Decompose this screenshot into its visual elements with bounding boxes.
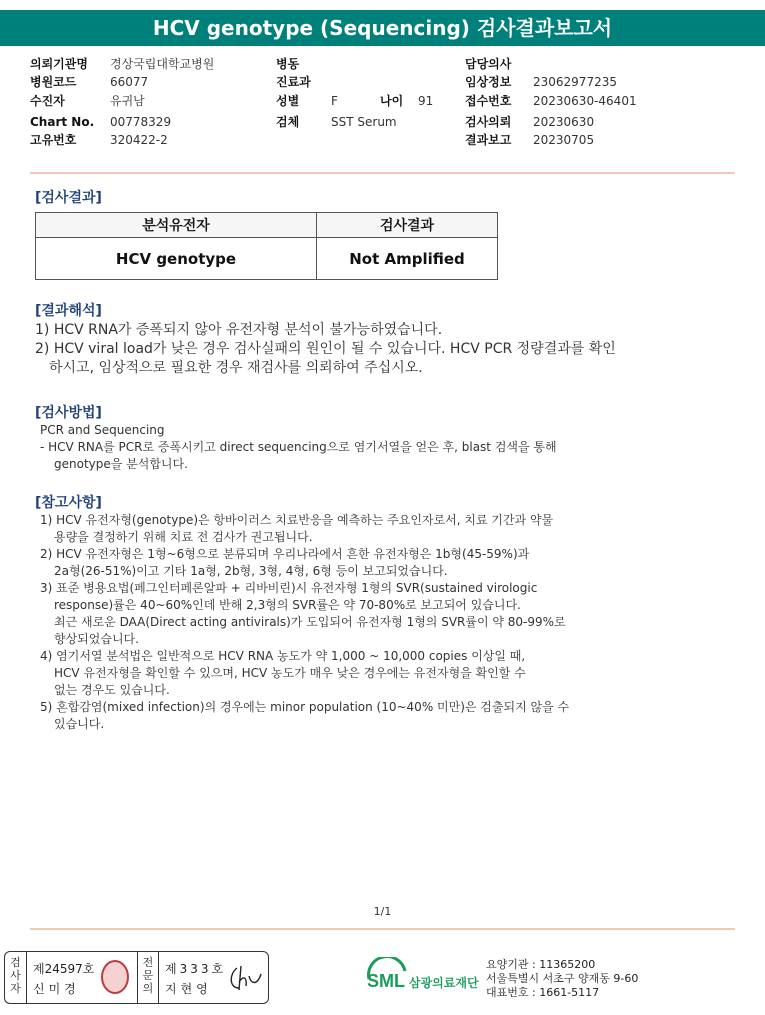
- care-code: 요양기관 : 11365200: [486, 958, 596, 971]
- signature-box: [4, 951, 269, 1004]
- unique-no-label: 고유번호: [30, 133, 77, 147]
- report-date-label: 결과보고: [465, 133, 512, 147]
- gene-cell: HCV genotype: [36, 238, 317, 280]
- info-clinical: [465, 74, 617, 90]
- department-label: 진료과: [276, 75, 311, 89]
- institution-value: 경상국립대학교병원: [110, 57, 215, 71]
- sml-logo: [365, 957, 483, 1001]
- results-header-row: [36, 213, 498, 238]
- results-table: [35, 212, 498, 280]
- tester-name: 신미경: [33, 982, 80, 996]
- org-info: [486, 958, 638, 1000]
- chart-no-label: Chart No.: [30, 115, 95, 129]
- reference-line: 있습니다.: [54, 717, 105, 731]
- results-row: [36, 238, 498, 280]
- info-doctor: [465, 56, 511, 72]
- reviewer-label: 전 문 의: [137, 952, 159, 1003]
- clinical-info-label: 임상정보: [465, 75, 512, 89]
- hospital-code-value: 66077: [110, 75, 149, 89]
- footer-divider: [30, 928, 735, 930]
- info-hospital-code: [30, 74, 149, 90]
- clinical-info-value: 23062977235: [533, 75, 617, 89]
- examinee-value: 유귀남: [110, 94, 145, 108]
- header-divider: [30, 172, 735, 174]
- info-specimen: [276, 114, 397, 130]
- reviewer-license: 제333호: [165, 962, 227, 976]
- hospital-code-label: 병원코드: [30, 75, 77, 89]
- doctor-label: 담당의사: [465, 57, 512, 71]
- org-name: 삼광의료재단: [409, 976, 479, 990]
- org-address: 서울특별시 서초구 양재동 9-60: [486, 972, 639, 985]
- reference-line: 향상되었습니다.: [54, 632, 139, 646]
- results-section-title: [검사결과]: [35, 190, 102, 206]
- interpretation-line: 하시고, 임상적으로 필요한 경우 재검사를 의뢰하여 주십시오.: [49, 360, 423, 376]
- info-request-date: [465, 114, 595, 130]
- tester-license: 제24597호: [33, 962, 95, 976]
- info-chart-no: [30, 114, 172, 130]
- reviewer-signature-icon: [227, 962, 263, 994]
- reference-line: 5) 혼합감염(mixed infection)의 경우에는 minor population (10~40% 미만)은 검출되지 않을 수: [40, 700, 570, 714]
- reference-line: 2a형(26-51%)이고 기타 1a형, 2b형, 3형, 4형, 6형 등이 보고되었습니다.: [54, 564, 448, 578]
- method-line: PCR and Sequencing: [40, 423, 165, 437]
- col-result-header: 검사결과: [317, 213, 498, 238]
- info-department: [276, 74, 311, 90]
- unique-no-value: 320422-2: [110, 133, 168, 147]
- report-title: HCV genotype (Sequencing) 검사결과보고서: [0, 10, 765, 46]
- info-receipt-no: [465, 93, 637, 109]
- reference-line: 4) 염기서열 분석법은 일반적으로 HCV RNA 농도가 약 1,000 ~ 10,000 copies 이상일 때,: [40, 649, 526, 663]
- info-ward: [276, 56, 299, 72]
- age-value: 91: [418, 94, 434, 108]
- sex-value: F: [331, 94, 338, 108]
- reference-line: 최근 새로운 DAA(Direct acting antivirals)가 도입되어 유전자형 1형의 SVR률이 약 80-99%로: [54, 615, 566, 629]
- age-label: 나이: [380, 94, 404, 108]
- chart-no-value: 00778329: [110, 115, 172, 129]
- info-sex: [276, 93, 338, 109]
- ward-label: 병동: [276, 57, 300, 71]
- reference-line: response)률은 40~60%인데 반해 2,3형의 SVR률은 약 70-80%로 보고되어 있습니다.: [54, 598, 521, 612]
- references-section-title: [참고사항]: [35, 495, 102, 511]
- info-age: [380, 93, 434, 109]
- reference-line: 3) 표준 병용요법(페그인터페론알파 + 리바비린)시 유전자형 1형의 SVR(sustained virologic: [40, 581, 538, 595]
- reference-line: 1) HCV 유전자형(genotype)은 항바이러스 치료반응을 예측하는 주요인자로서, 치료 기간과 약물: [40, 513, 554, 527]
- method-line: genotype을 분석합니다.: [54, 457, 188, 471]
- receipt-no-label: 접수번호: [465, 94, 512, 108]
- reference-line: 2) HCV 유전자형은 1형~6형으로 분류되며 우리나라에서 흔한 유전자형은 1b형(45-59%)과: [40, 547, 530, 561]
- sml-logo-icon: [365, 957, 483, 997]
- reference-line: 없는 경우도 있습니다.: [54, 683, 170, 697]
- tester-label: 검 사 자: [5, 952, 27, 1003]
- reviewer-name: 지현영: [165, 982, 212, 996]
- info-report-date: [465, 132, 595, 148]
- examinee-label: 수진자: [30, 94, 65, 108]
- reference-line: 용량을 결정하기 위해 치료 전 검사가 권고됩니다.: [54, 530, 313, 544]
- logo-text: SML: [367, 971, 405, 991]
- references-text: [40, 512, 569, 733]
- info-institution: [30, 56, 215, 72]
- interpretation-line: 2) HCV viral load가 낮은 경우 검사실패의 원인이 될 수 있습니다. HCV PCR 정량결과를 확인: [35, 341, 616, 357]
- org-phone: 대표번호 : 1661-5117: [486, 986, 600, 999]
- specimen-value: SST Serum: [331, 115, 397, 129]
- request-date-label: 검사의뢰: [465, 115, 512, 129]
- info-examinee: [30, 93, 145, 109]
- tester-seal-icon: [101, 960, 129, 994]
- report-date-value: 20230705: [533, 133, 595, 147]
- method-section-title: [검사방법]: [35, 405, 102, 421]
- receipt-no-value: 20230630-46401: [533, 94, 637, 108]
- method-line: - HCV RNA를 PCR로 증폭시키고 direct sequencing으로 염기서열을 얻은 후, blast 검색을 통해: [40, 440, 557, 454]
- result-cell: Not Amplified: [317, 238, 498, 280]
- reference-line: HCV 유전자형을 확인할 수 있으며, HCV 농도가 매우 낮은 경우에는 유전자형을 확인할 수: [54, 666, 526, 680]
- page-number: 1/1: [373, 905, 392, 918]
- sex-label: 성별: [276, 94, 300, 108]
- info-unique-no: [30, 132, 168, 148]
- request-date-value: 20230630: [533, 115, 595, 129]
- method-text: [40, 422, 557, 473]
- col-gene-header: 분석유전자: [36, 213, 317, 238]
- interpretation-text: [35, 321, 616, 378]
- specimen-label: 검체: [276, 115, 300, 129]
- interpretation-section-title: [결과해석]: [35, 303, 102, 319]
- institution-label: 의뢰기관명: [30, 57, 88, 71]
- interpretation-line: 1) HCV RNA가 증폭되지 않아 유전자형 분석이 불가능하였습니다.: [35, 322, 443, 338]
